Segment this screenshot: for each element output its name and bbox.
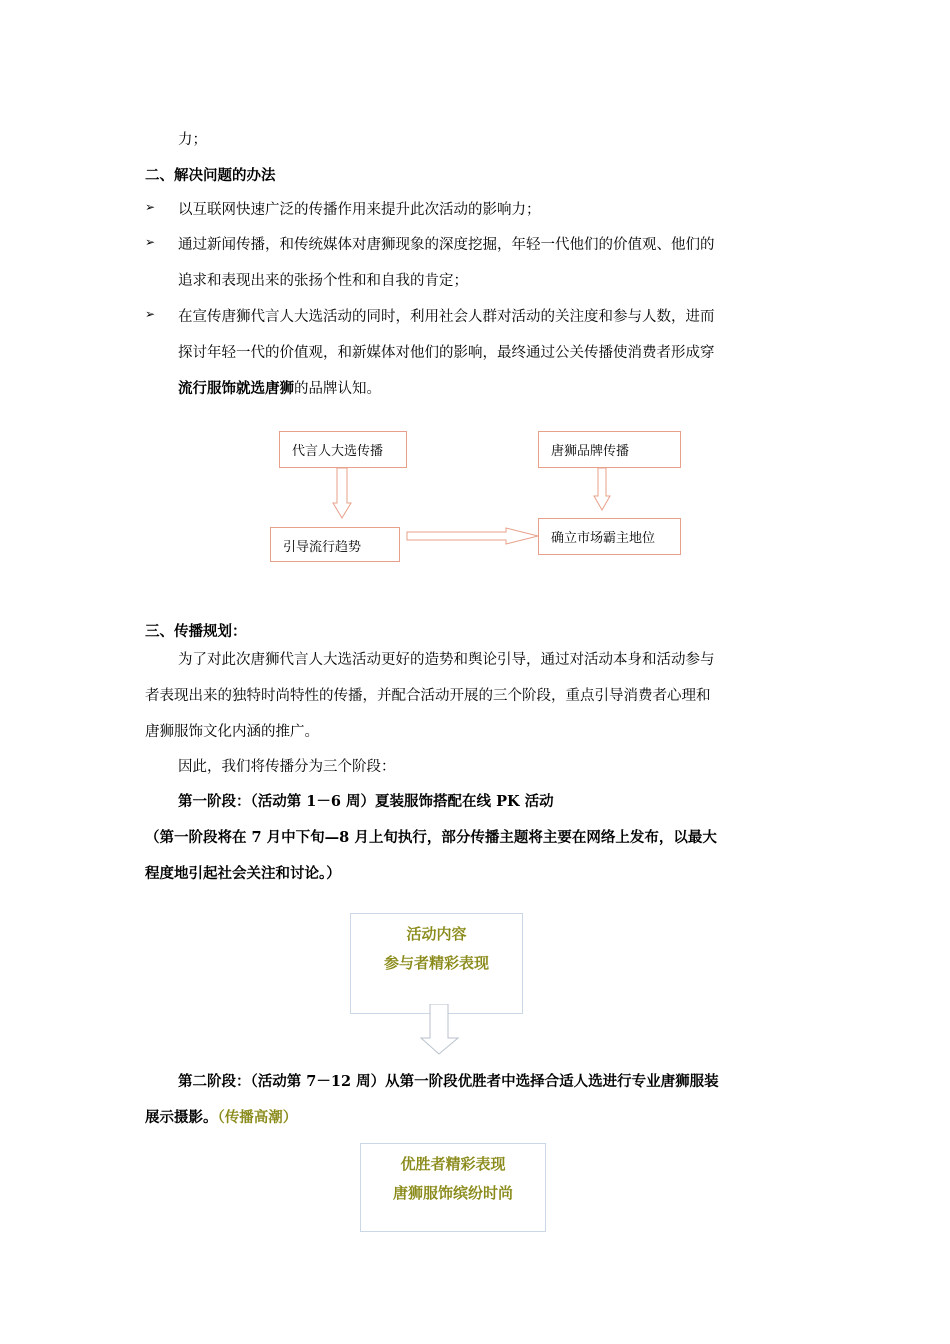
bullet-text: 通过新闻传播，和传统媒体对唐狮现象的深度挖掘，年轻一代他们的价值观、他们的 [178, 237, 715, 253]
section-heading: 三、传播规划： [145, 623, 247, 640]
section-heading: 二、解决问题的办法 [145, 167, 276, 184]
paragraph-line: 为了对此次唐狮代言人大选活动更好的造势和舆论引导，通过对活动本身和活动参与 [178, 652, 715, 668]
flow-box-spokesperson: 代言人大选传播 [279, 431, 407, 468]
bullet-text: 在宣传唐狮代言人大选活动的同时，利用社会人群对活动的关注度和参与人数，进而 [178, 309, 715, 325]
bullet-text: 追求和表现出来的张扬个性和和自我的肯定； [178, 273, 468, 289]
stage1-box [350, 913, 523, 1014]
stage-note: 程度地引起社会关注和讨论。） [145, 865, 341, 882]
flow-box-trend: 引导流行趋势 [270, 527, 400, 562]
stage-box-line: 活动内容 [406, 925, 467, 943]
stage-box-line: 优胜者精彩表现 [400, 1155, 506, 1173]
paragraph-line: 因此，我们将传播分为三个阶段： [178, 759, 396, 775]
stage2-box [360, 1143, 546, 1232]
stage-tag: （传播高潮） [217, 1109, 298, 1126]
stage-note: （第一阶段将在 7 月中下旬—8 月上旬执行，部分传播主题将主要在网络上发布，以最大 [145, 829, 717, 846]
stage-title: 第二阶段：（活动第 7－12 周）从第一阶段优胜者中选择合适人选进行专业唐狮服装 [178, 1073, 719, 1090]
flow-arrows [0, 0, 950, 620]
bullet-arrow-icon: ➢ [145, 200, 156, 214]
stage-box-line: 参与者精彩表现 [383, 954, 489, 972]
brand-slogan: 流行服饰就选唐狮 [178, 380, 294, 397]
stage-box-line: 唐狮服饰缤纷时尚 [392, 1184, 513, 1202]
paragraph-line: 者表现出来的独特时尚特性的传播，并配合活动开展的三个阶段，重点引导消费者心理和 [145, 688, 711, 704]
bullet-text: 探讨年轻一代的价值观，和新媒体对他们的影响，最终通过公关传播使消费者形成穿 [178, 345, 715, 361]
flow-box-brand: 唐狮品牌传播 [538, 431, 681, 468]
stage-title: 第一阶段：（活动第 1－6 周）夏装服饰搭配在线 PK 活动 [178, 793, 554, 810]
stage-title-text: 展示摄影。 [145, 1109, 218, 1126]
bullet-text: 以互联网快速广泛的传播作用来提升此次活动的影响力； [178, 202, 541, 218]
flow-box-market: 确立市场霸主地位 [538, 518, 681, 555]
bullet-text-rest: 的品牌认知。 [294, 381, 381, 397]
right-arrow-icon [407, 528, 538, 544]
down-arrow-icon [420, 1004, 460, 1056]
down-arrow-icon [333, 468, 351, 518]
bullet-arrow-icon: ➢ [145, 235, 156, 249]
stage-title [145, 1106, 297, 1127]
bullet-arrow-icon: ➢ [145, 307, 156, 321]
paragraph-line: 唐狮服饰文化内涵的推广。 [145, 724, 319, 740]
down-arrow-icon [594, 468, 610, 510]
text-line: 力； [178, 132, 207, 148]
